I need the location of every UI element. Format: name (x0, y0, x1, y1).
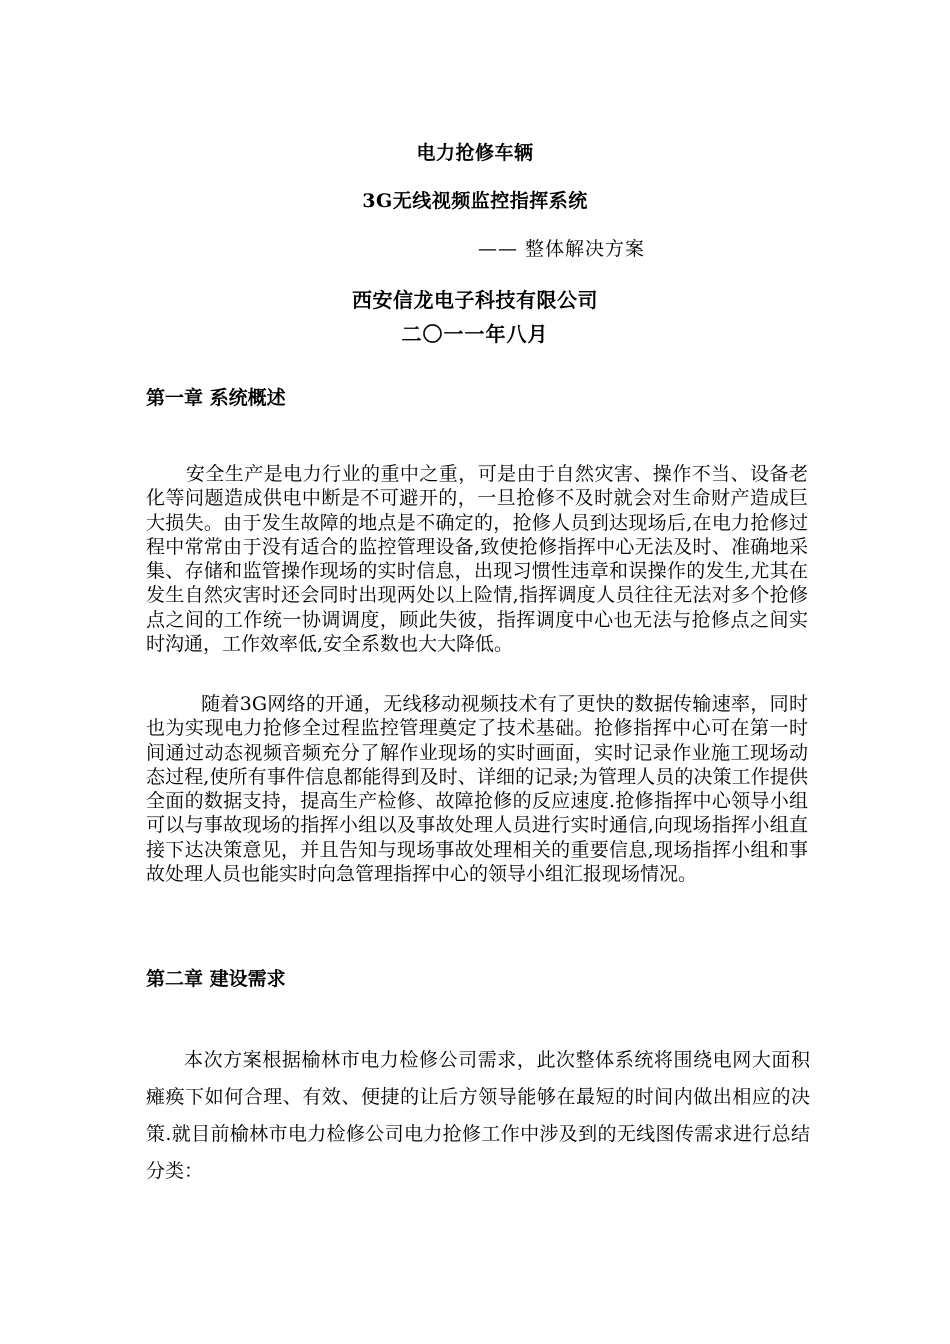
document-title-line2: 3G无线视频监控指挥系统 (362, 190, 588, 212)
chapter-2-paragraph-1: 本次方案根据榆林市电力检修公司需求，此次整体系统将围绕电网大面积瘫痪下如何合理、有效、便捷的让后方领导能够在最短的时间内做出相应的决策.就目前榆林市电力检修公司电力抢修工作中涉及到的无线图传需求进行总结分类： (146, 1049, 810, 1182)
chapter-1-paragraph-1: 安全生产是电力行业的重中之重，可是由于自然灾害、操作不当、设备老化等问题造成供电中断是不可避开的，一旦抢修不及时就会对生命财产造成巨大损失。由于发生故障的地点是不确定的，抢修人员到达现场后,在电力抢修过程中常常由于没有适合的监控管理设备,致使抢修指挥中心无法及时、准确地采集、存储和监管操作现场的实时信息，出现习惯性违章和误操作的发生,尤其在发生自然灾害时还会同时出现两处以上险情,指挥调度人员往往无法对多个抢修点之间的工作统一协调调度，顾此失彼，指挥调度中心也无法与抢修点之间实时沟通，工作效率低,安全系数也大大降低。 (146, 463, 808, 656)
company-name: 西安信龙电子科技有限公司 (352, 288, 598, 312)
chapter-2-heading: 第二章 建设需求 (146, 968, 286, 990)
chapter-1-heading: 第一章 系统概述 (146, 387, 286, 409)
document-subtitle: —— 整体解决方案 (478, 238, 646, 260)
document-date: 二〇一一年八月 (401, 322, 549, 346)
document-title-line1: 电力抢修车辆 (416, 142, 534, 164)
chapter-1-paragraph-2: 随着3G网络的开通，无线移动视频技术有了更快的数据传输速率，同时也为实现电力抢修全过程监控管理奠定了技术基础。抢修指挥中心可在第一时间通过动态视频音频充分了解作业现场的实时画面，实时记录作业施工现场动态过程,使所有事件信息都能得到及时、详细的记录;为管理人员的决策工作提供全面的数据支持，提高生产检修、故障抢修的反应速度.抢修指挥中心领导小组可以与事故现场的指挥小组以及事故处理人员进行实时通信,向现场指挥小组直接下达决策意见，并且告知与现场事故处理相关的重要信息,现场指挥小组和事故处理人员也能实时向急管理指挥中心的领导小组汇报现场情况。 (146, 693, 808, 886)
